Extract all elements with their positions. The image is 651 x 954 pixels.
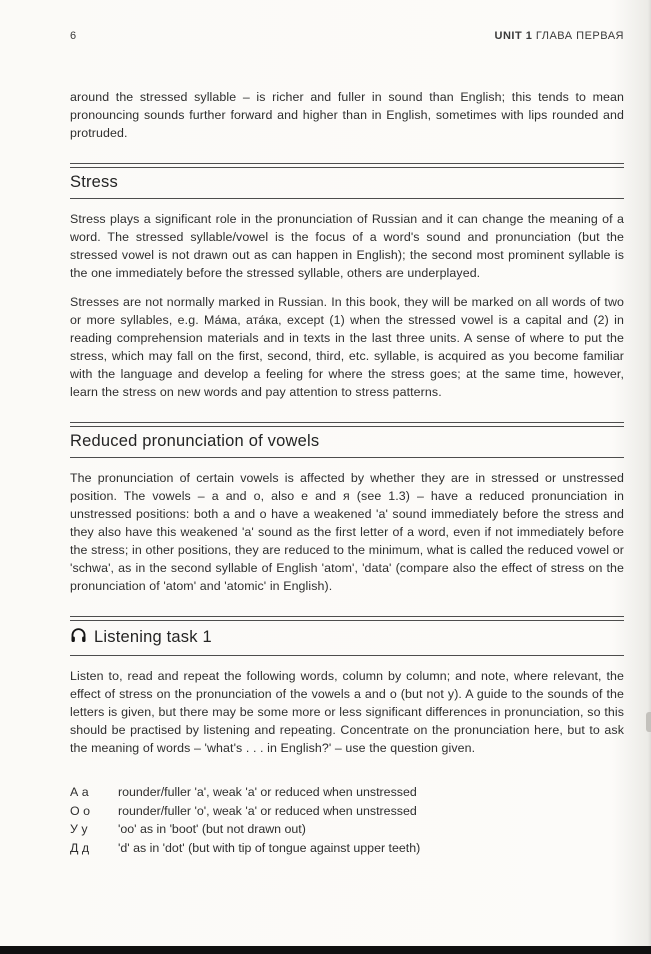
unit-label: UNIT 1 (494, 30, 533, 42)
section-title-text: Stress (70, 173, 118, 191)
section-rule-top (70, 422, 624, 427)
letter-description: rounder/fuller 'o', weak 'a' or reduced when unstressed (118, 803, 417, 818)
page-header (70, 30, 624, 42)
section-rule-bottom (70, 655, 624, 656)
letter-guide-list (70, 783, 624, 857)
section-title-text: Reduced pronunciation of vowels (70, 432, 320, 450)
letter-description: rounder/fuller 'a', weak 'a' or reduced when unstressed (118, 785, 417, 799)
letter-description: 'd' as in 'dot' (but with tip of tongue against upper teeth) (118, 840, 421, 855)
letter-guide-row (70, 783, 624, 802)
section-listening-task (70, 616, 624, 857)
reduced-paragraph-1: The pronunciation of certain vowels is affected by whether they are in stressed or unstressed position. The vowels – a and o, also e and я (see 1.3) – have a reduced pronunciation in unstressed positions: both a and o have a weakened 'a' sound immediately before the stress and they also have this weakened 'a' sound as the first letter of a word, even if not immediately before the stress; in other positions, they are reduced to the minimum, what is called the reduced vowel or 'schwa', as in the second syllable of English 'atom', 'data' (compare also the effect of stress on the pronunciation of 'atom' and 'atomic' in English). (70, 471, 624, 593)
scan-edge-bar (0, 946, 651, 954)
headphones-icon (70, 627, 87, 649)
letter-guide-row (70, 802, 624, 821)
section-rule-top (70, 616, 624, 621)
chapter-label: ГЛАВА ПЕРВАЯ (535, 30, 624, 42)
scan-artifact (646, 712, 651, 732)
body-text (70, 88, 624, 857)
cyrillic-letters: Д д (70, 840, 90, 855)
running-head (495, 30, 625, 42)
listening-paragraph-1: Listen to, read and repeat the following words, column by column; and note, where relevant, the effect of stress on the pronunciation of the vowels a and o (but not y). A guide to the sounds of the letters is given, but there may be some more or less significant differences in pronunciation, so this should be practised by listening and repeating. Concentrate on the pronunciation here, but to ask the meaning of words – 'what's . . . in English?' – use the question given. (70, 669, 624, 755)
cyrillic-letters: О о (70, 803, 90, 818)
letter-guide-row (70, 820, 624, 839)
section-title-listening (70, 626, 624, 649)
letter-description: 'oo' as in 'boot' (but not drawn out) (118, 822, 306, 836)
stress-paragraph-2: Stresses are not normally marked in Russian. In this book, they will be marked on all words of two or more syllables, e.g. Ма́ма, ата́ка, except (1) when the stressed vowel is a capital and (2) in reading comprehension materials and in texts in the last three units. A sense of where to put the stress, which may fall on the first, second, third, etc. syllable, is acquired as you become familiar with the language and develop a feeling for where the stress goes; at the same time, however, learn the stress on new words and pay attention to stress patterns. (70, 295, 624, 399)
section-title-text: Listening task 1 (94, 628, 212, 646)
section-rule-bottom (70, 457, 624, 458)
page-number: 6 (70, 30, 77, 42)
intro-paragraph: around the stressed syllable – is richer and fuller in sound than English; this tends to mean pronouncing sounds further forward and higher than in English, sometimes with lips rounded and protruded. (70, 90, 624, 140)
cyrillic-letters: У у (70, 822, 88, 836)
section-stress (70, 163, 624, 401)
cyrillic-letters: А а (70, 785, 89, 799)
stress-paragraph-1: Stress plays a significant role in the pronunciation of Russian and it can change the meaning of a word. The stressed syllable/vowel is the focus of a word's sound and pronunciation (but the stressed vowel is not drawn out as can happen in English); the second most prominent syllable is the one immediately before the stressed syllable, others are underplayed. (70, 212, 624, 280)
section-title-reduced (70, 432, 624, 451)
section-title-stress (70, 173, 624, 192)
section-rule-top (70, 163, 624, 168)
section-reduced-vowels (70, 422, 624, 595)
section-rule-bottom (70, 198, 624, 199)
letter-guide-row (70, 839, 624, 858)
